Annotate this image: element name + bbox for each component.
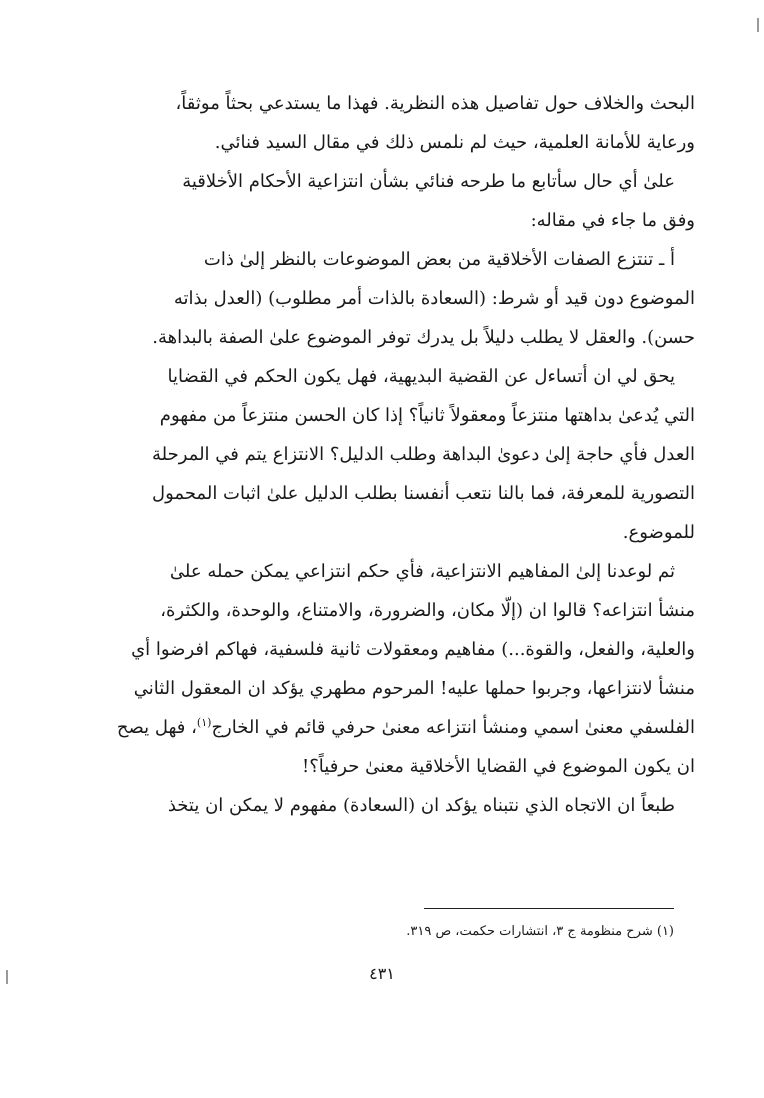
text-line: وفق ما جاء في مقاله: bbox=[530, 210, 695, 231]
text-segment: ، فهل يصح bbox=[116, 717, 197, 738]
paragraph-first-line: طبعاً ان الاتجاه الذي نتبناه يؤكد ان (السعادة) مفهوم لا يمكن ان يتخذ bbox=[167, 795, 675, 816]
paragraph-first-line: علىٰ أي حال سأتابع ما طرحه فنائي بشأن انتزاعية الأحكام الأخلاقية bbox=[182, 171, 675, 192]
body-text bbox=[90, 84, 695, 825]
footnote-divider bbox=[424, 908, 674, 909]
paragraph-first-line: يحق لي ان أتساءل عن القضية البديهية، فهل يكون الحكم في القضايا bbox=[167, 366, 675, 387]
scan-edge-mark bbox=[6, 970, 8, 984]
text-line: التي يُدعىٰ بداهتها منتزعاً ومعقولاً ثانياً؟ إذا كان الحسن منتزعاً من مفهوم bbox=[159, 405, 695, 426]
text-line: للموضوع. bbox=[622, 522, 695, 543]
paragraph-first-line: أ ـ تنتزع الصفات الأخلاقية من بعض الموضوعات بالنظر إلىٰ ذات bbox=[203, 249, 675, 270]
text-line: منشأ لانتزاعها، وجربوا حملها عليه! المرحوم مطهري يؤكد ان المعقول الثاني bbox=[133, 678, 695, 699]
text-line: الموضوع دون قيد أو شرط: (السعادة بالذات أمر مطلوب) (العدل بذاته bbox=[173, 288, 695, 309]
footnote-reference[interactable]: (١) bbox=[196, 716, 212, 729]
page-number: ٤٣١ bbox=[369, 964, 395, 983]
text-line: منشأ انتزاعه؟ قالوا ان (إلّا مكان، والضرورة، والامتناع، والوحدة، والكثرة، bbox=[160, 600, 695, 621]
text-line: التصورية للمعرفة، فما بالنا نتعب أنفسنا بطلب الدليل علىٰ اثبات المحمول bbox=[152, 483, 695, 504]
text-line: ان يكون الموضوع في القضايا الأخلاقية معنىٰ حرفياً؟! bbox=[302, 756, 695, 777]
text-line: العدل فأي حاجة إلىٰ دعوىٰ البداهة وطلب الدليل؟ الانتزاع يتم في المرحلة bbox=[152, 444, 695, 465]
scan-edge-mark bbox=[757, 18, 759, 32]
text-line: والعلية، والفعل، والقوة...) مفاهيم ومعقولات ثانية فلسفية، فهاكم افرضوا أي bbox=[131, 639, 695, 660]
footnote-text: (١) شرح منظومة ج ٣، انتشارات حكمت، ص ٣١٩. bbox=[406, 924, 674, 939]
paragraph-first-line: ثم لوعدنا إلىٰ المفاهيم الانتزاعية، فأي حكم انتزاعي يمكن حمله علىٰ bbox=[169, 561, 675, 582]
text-segment: الفلسفي معنىٰ اسمي ومنشأ انتزاعه معنىٰ حرفي قائم في الخارج bbox=[211, 717, 695, 738]
text-line-with-footnote bbox=[90, 708, 695, 747]
text-line: ورعاية للأمانة العلمية، حيث لم نلمس ذلك في مقال السيد فنائي. bbox=[214, 132, 695, 153]
text-line: حسن). والعقل لا يطلب دليلاً بل يدرك توفر الموضوع علىٰ الصفة بالبداهة. bbox=[152, 327, 695, 348]
text-line: البحث والخلاف حول تفاصيل هذه النظرية. فهذا ما يستدعي بحثاً موثقاً، bbox=[175, 93, 695, 114]
